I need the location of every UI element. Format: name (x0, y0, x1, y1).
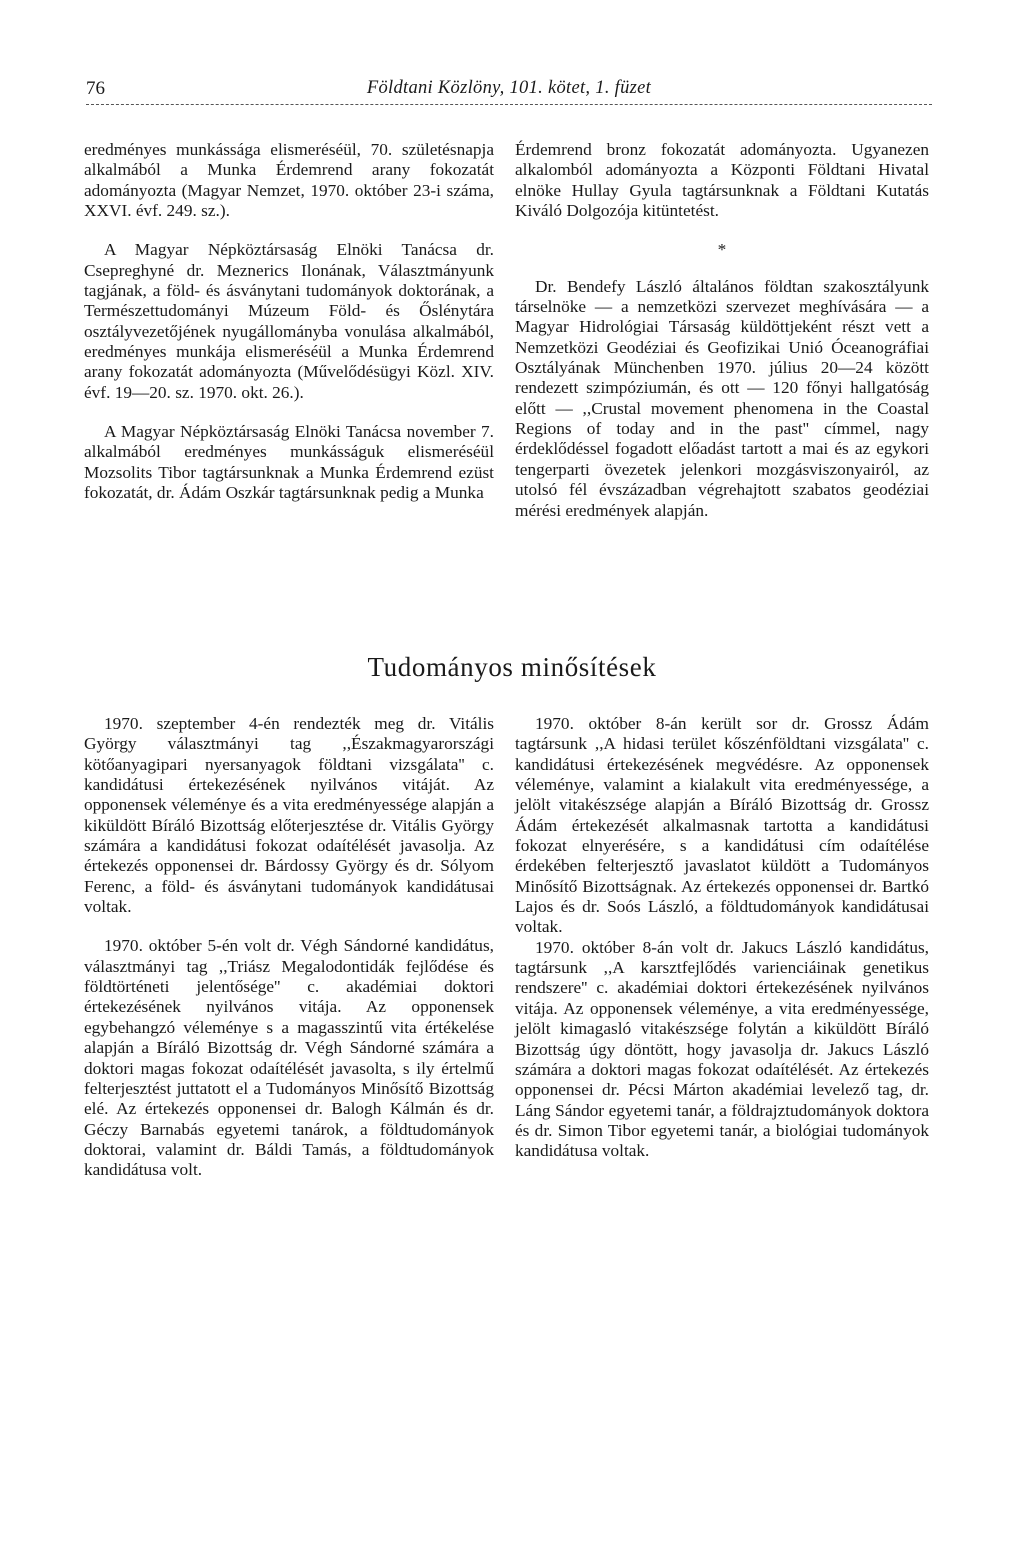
bottom-left-column (84, 714, 494, 1181)
paragraph: A Magyar Népköztársaság Elnöki Tanácsa november 7. alkalmából eredményes munkásságuk elismeréséül Mozsolits Tibor tagtársunknak a Munka Érdemrend ezüst fokozatát, dr. Ádám Oszkár tagtársunknak pedig a Munka (84, 422, 494, 503)
page-number: 76 (86, 78, 105, 99)
paragraph: Érdemrend bronz fokozatát adományozta. Ugyanezen alkalomból adományozta a Központi Földtani Hivatal elnöke Hullay Gyula tagtársunknak a Földtani Kutatás Kiváló Dolgozója kitüntetést. (515, 140, 929, 221)
top-right-column (515, 140, 929, 521)
journal-citation: Földtani Közlöny, 101. kötet, 1. füzet (366, 78, 652, 98)
paragraph: eredményes munkássága elismeréséül, 70. születésnapja alkalmából a Munka Érdemrend arany fokozatát adományozta (Magyar Nemzet, 1970. október 23-i száma, XXVI. évf. 249. sz.). (84, 140, 494, 221)
section-separator-asterisk: * (717, 240, 727, 260)
section-title: Tudományos minősítések (367, 652, 657, 682)
paragraph: 1970. október 8-án került sor dr. Grossz Ádám tagtársunk ,,A hidasi terület kőszénföldtani vizsgálata'' c. kandidátusi értekezésének megvédésre. Az opponensek véleménye, valamint a kialakult vita eredményessége, a jelölt vitakészsége alapján a Bíráló Bizottság dr. Grossz Ádám értekezését alkalmasnak tartotta a kandidátusi fokozat elnyerésére, s a kandidátusi cím odaítélése érdekében felterjesztő javaslatot küldött a Tudományos Minősítő Bizottságnak. Az értekezés opponensei dr. Bartkó Lajos és dr. Soós László, a földtudományok kandidátusai voltak. (515, 714, 929, 937)
paragraph: A Magyar Népköztársaság Elnöki Tanácsa dr. Csepreghyné dr. Meznerics Ilonának, Választmányunk tagjának, a föld- és ásványtani tudományok doktorának, a Természettudományi Múzeum Föld- és Őslénytára osztályvezetőjének nyugállományba vonulása alkalmából, eredményes munkája elismeréséül a Munka Érdemrend arany fokozatát adományozta (Művelődésügyi Közl. XIV. évf. 19—20. sz. 1970. okt. 26.). (84, 240, 494, 402)
bottom-right-column (515, 714, 929, 1162)
top-left-column (84, 140, 494, 504)
paragraph: Dr. Bendefy László általános földtan szakosztályunk társelnöke — a nemzetközi szervezet meghívására — a Magyar Hidrológiai Társaság küldöttjeként részt vett a Nemzetközi Geodéziai és Geofizikai Unió Óceanográfiai Osztályának Münchenben 1970. július 20—24 között rendezett szimpóziumán, és ott — 120 főnyi hallgatóság előtt — ,,Crustal movement phenomena in the Coastal Regions of today and in the past'' címmel, nagy érdeklődéssel fogadott előadást tartott a mai és az egykori tengerparti övezetek jelenkori mozgásviszonyairól, az utolsó fél évszázadban végrehajtott szabatos geodéziai mérési eredmények alapján. (515, 276, 929, 520)
paragraph: 1970. szeptember 4-én rendezték meg dr. Vitális György választmányi tag ,,Északmagyarországi kötőanyagipari nyersanyagok földtani vizsgálata'' c. kandidátusi értekezésének nyilvános vitáját. Az opponensek véleménye és a vita eredményessége alapján a kiküldött Bíráló Bizottság előterjesztése dr. Vitális György számára a kandidátusi fokozat odaítélését javasolja. Az értekezés opponensei dr. Bárdossy György és dr. Sólyom Ferenc, a föld- és ásványtani tudományok kandidátusai voltak. (84, 714, 494, 917)
paragraph: 1970. október 5-én volt dr. Végh Sándorné kandidátus, választmányi tag ,,Triász Megalodontidák fejlődése és földtörténeti jelentősége'' c. akadémiai doktori értekezésének nyilvános vitája. Az opponensek egybehangzó véleménye s a magasszintű vita értékelése alapján a Bíráló Bizottság dr. Végh Sándorné számára a doktori magas fokozat odaítélését javasolta, s ily értelmű felterjesztést juttatott el a Tudományos Minősítő Bizottság elé. Az értekezés opponensei dr. Balogh Kálmán és dr. Géczy Barnabás egyetemi tanárok, a földtudományok doktorai, valamint dr. Báldi Tamás, a földtudományok kandidátusa volt. (84, 936, 494, 1180)
paragraph: 1970. október 8-án volt dr. Jakucs László kandidátus, tagtársunk ,,A karsztfejlődés varienciáinak genetikus rendszere'' c. akadémiai doktori értekezésének nyilvános vitája. Az opponensek véleménye, a vita eredményessége, jelölt kimagasló vitakészsége folytán a kiküldött Bíráló Bizottság úgy döntött, hogy javasolja dr. Jakucs László számára a doktori magas fokozat odaítélését. Az értekezés opponensei dr. Pécsi Márton akadémiai levelező tag, dr. Láng Sándor egyetemi tanár, a földrajztudományok doktora és dr. Simon Tibor egyetemi tanár, a biológiai tudományok kandidátusa voltak. (515, 937, 929, 1161)
header-rule (86, 104, 932, 105)
